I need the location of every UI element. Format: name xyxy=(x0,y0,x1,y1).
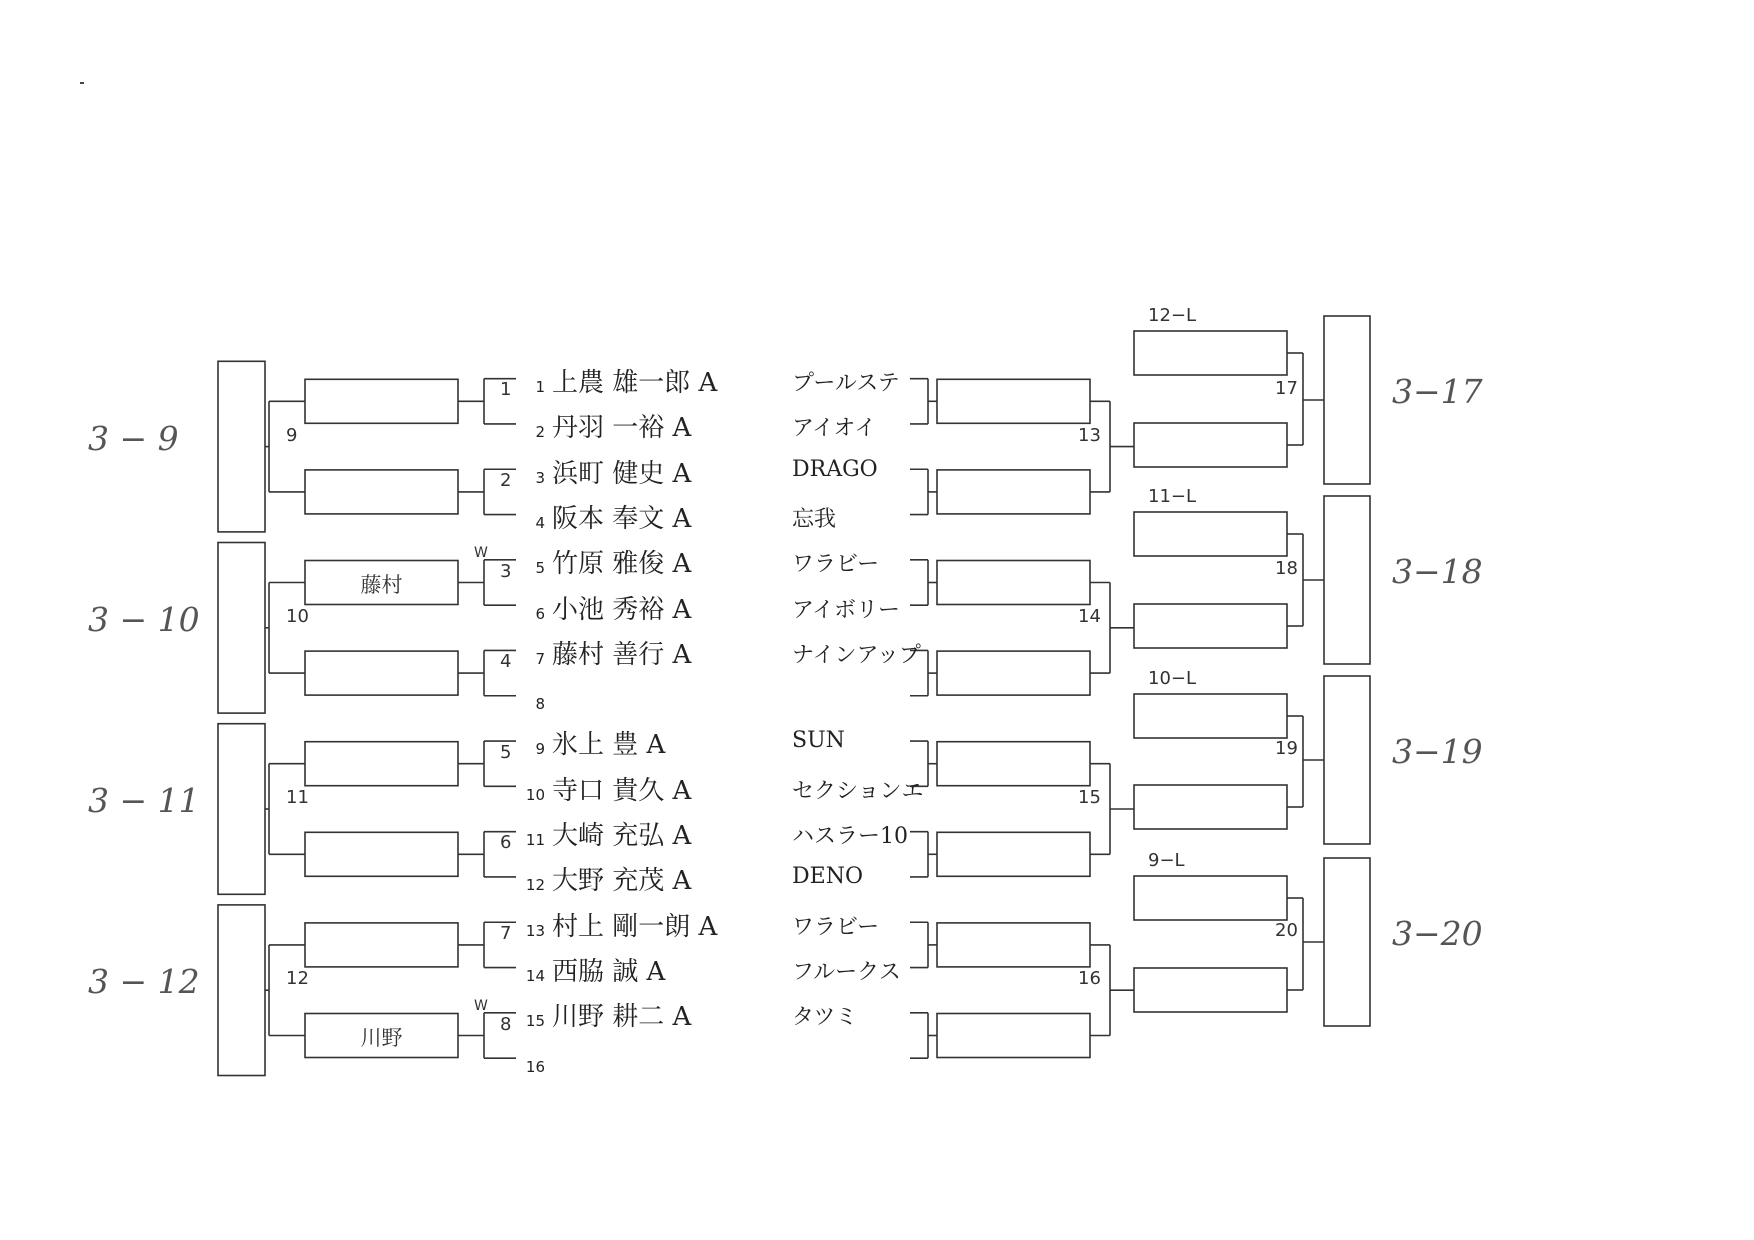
player-team: アイオイ xyxy=(792,416,877,442)
losers-match-number: 16 xyxy=(1078,968,1101,990)
player-name: 氷上 豊 A xyxy=(552,730,666,761)
player-number: 6 xyxy=(535,604,545,623)
player-team: フルークス xyxy=(792,959,901,985)
losers-handwritten-note: 3−19 xyxy=(1392,732,1483,771)
losers-final-box xyxy=(1324,316,1370,484)
player-number: 3 xyxy=(535,468,545,487)
player-name: 阪本 奉文 A xyxy=(552,503,692,534)
losers-final-entry-box xyxy=(1134,604,1287,648)
player-number: 7 xyxy=(535,649,545,668)
player-name: 村上 剛一朗 A xyxy=(552,911,718,942)
winners-match-number: 5 xyxy=(500,741,512,763)
winners-round1-box xyxy=(305,379,458,423)
player-number: 8 xyxy=(535,695,545,714)
player-name: 上農 雄一郎 A xyxy=(552,368,718,398)
walkover-mark: W xyxy=(474,997,488,1014)
losers-handwritten-note: 3−20 xyxy=(1392,914,1483,953)
tournament-title xyxy=(80,80,84,84)
player-team: SUN xyxy=(792,728,845,754)
losers-final-box xyxy=(1324,496,1370,664)
player-name: 大野 充茂 A xyxy=(552,866,692,897)
player-team: タツミ xyxy=(792,1005,858,1031)
player-number: 9 xyxy=(535,740,545,759)
player-number: 13 xyxy=(525,921,545,940)
losers-final-number: 17 xyxy=(1275,378,1298,399)
losers-drop-label: 12−L xyxy=(1148,305,1197,326)
losers-dropdown-box xyxy=(1134,331,1287,375)
player-team: ワラビー xyxy=(792,552,880,578)
player-name: 小池 秀裕 A xyxy=(552,594,692,625)
player-number: 11 xyxy=(525,831,545,849)
walkover-mark: W xyxy=(474,544,488,561)
losers-drop-label: 9−L xyxy=(1148,850,1185,871)
winners-round2-box xyxy=(218,905,265,1076)
player-name: 川野 耕二 A xyxy=(552,1002,692,1033)
winners-match-number: 3 xyxy=(500,560,512,582)
player-name: 西脇 誠 A xyxy=(552,956,666,987)
player-number: 12 xyxy=(525,876,545,895)
losers-final-number: 19 xyxy=(1275,738,1298,759)
losers-round1-box xyxy=(937,470,1090,514)
losers-dropdown-box xyxy=(1134,876,1287,920)
losers-final-number: 18 xyxy=(1275,558,1298,579)
winners-match-number: 6 xyxy=(500,832,512,854)
losers-handwritten-note: 3−17 xyxy=(1392,372,1483,411)
winners-handwritten-note: 3 − 12 xyxy=(88,962,200,1002)
player-team: DENO xyxy=(792,864,863,890)
player-team: セクションエ xyxy=(792,778,924,804)
losers-final-entry-box xyxy=(1134,968,1287,1012)
losers-round1-box xyxy=(937,923,1090,967)
player-name: 大崎 充弘 A xyxy=(552,821,692,851)
winners-match-number: 4 xyxy=(500,651,512,673)
player-number: 1 xyxy=(535,378,545,396)
player-name: 浜町 健史 A xyxy=(552,458,692,489)
winners-match-number: 1 xyxy=(500,379,512,401)
losers-final-box xyxy=(1324,858,1370,1026)
player-team: 忘我 xyxy=(792,506,837,532)
winners-round2-number: 11 xyxy=(286,787,309,808)
player-name: 藤村 善行 A xyxy=(552,639,692,670)
winners-round2-number: 9 xyxy=(286,424,298,446)
losers-round1-box xyxy=(937,561,1090,605)
winners-round2-box xyxy=(218,724,265,895)
losers-match-number: 14 xyxy=(1078,605,1101,627)
losers-round1-box xyxy=(937,379,1090,423)
player-number: 10 xyxy=(525,785,545,804)
player-number: 2 xyxy=(535,423,545,442)
losers-handwritten-note: 3−18 xyxy=(1392,552,1483,591)
winners-round1-box xyxy=(305,651,458,695)
losers-drop-label: 11−L xyxy=(1148,486,1197,507)
losers-round1-box xyxy=(937,832,1090,876)
winners-handwritten-note: 3 − 9 xyxy=(88,418,179,458)
winners-match-number: 7 xyxy=(500,922,512,944)
player-team: DRAGO xyxy=(792,456,878,482)
player-team: プールステ xyxy=(792,371,900,396)
losers-match-number: 13 xyxy=(1078,424,1101,446)
winners-round2-number: 12 xyxy=(286,968,309,990)
losers-dropdown-box xyxy=(1134,512,1287,556)
player-name: 丹羽 一裕 A xyxy=(552,413,692,444)
losers-round1-box xyxy=(937,1014,1090,1058)
winners-match-number: 2 xyxy=(500,469,512,491)
player-team: ワラビー xyxy=(792,914,880,940)
winners-handwritten-note: 3 − 10 xyxy=(88,599,200,639)
losers-round1-box xyxy=(937,651,1090,695)
player-number: 15 xyxy=(525,1012,545,1031)
losers-round1-box xyxy=(937,742,1090,786)
winners-round2-box xyxy=(218,543,265,714)
player-team: ハスラー10 xyxy=(792,824,908,849)
winners-entry: 藤村 xyxy=(360,572,403,597)
player-team: アイボリー xyxy=(792,597,901,623)
winners-round1-box xyxy=(305,923,458,967)
winners-round2-box xyxy=(218,361,265,532)
winners-round2-number: 10 xyxy=(286,605,309,627)
winners-entry: 川野 xyxy=(360,1025,403,1050)
winners-round1-box xyxy=(305,742,458,786)
player-number: 16 xyxy=(525,1057,545,1076)
player-number: 14 xyxy=(525,966,545,985)
losers-dropdown-box xyxy=(1134,694,1287,738)
winners-round1-box xyxy=(305,832,458,876)
player-number: 4 xyxy=(535,513,545,532)
winners-handwritten-note: 3 − 11 xyxy=(88,781,200,820)
losers-final-box xyxy=(1324,676,1370,844)
losers-final-entry-box xyxy=(1134,423,1287,467)
player-team: ナインアップ xyxy=(792,642,921,668)
losers-drop-label: 10−L xyxy=(1148,668,1197,689)
losers-final-entry-box xyxy=(1134,785,1287,829)
winners-match-number: 8 xyxy=(500,1013,512,1035)
winners-round1-box xyxy=(305,470,458,514)
player-name: 寺口 貴久 A xyxy=(552,775,692,806)
player-name: 竹原 雅俊 A xyxy=(552,549,692,580)
player-number: 5 xyxy=(535,559,545,578)
losers-match-number: 15 xyxy=(1078,787,1101,808)
losers-final-number: 20 xyxy=(1275,920,1298,941)
